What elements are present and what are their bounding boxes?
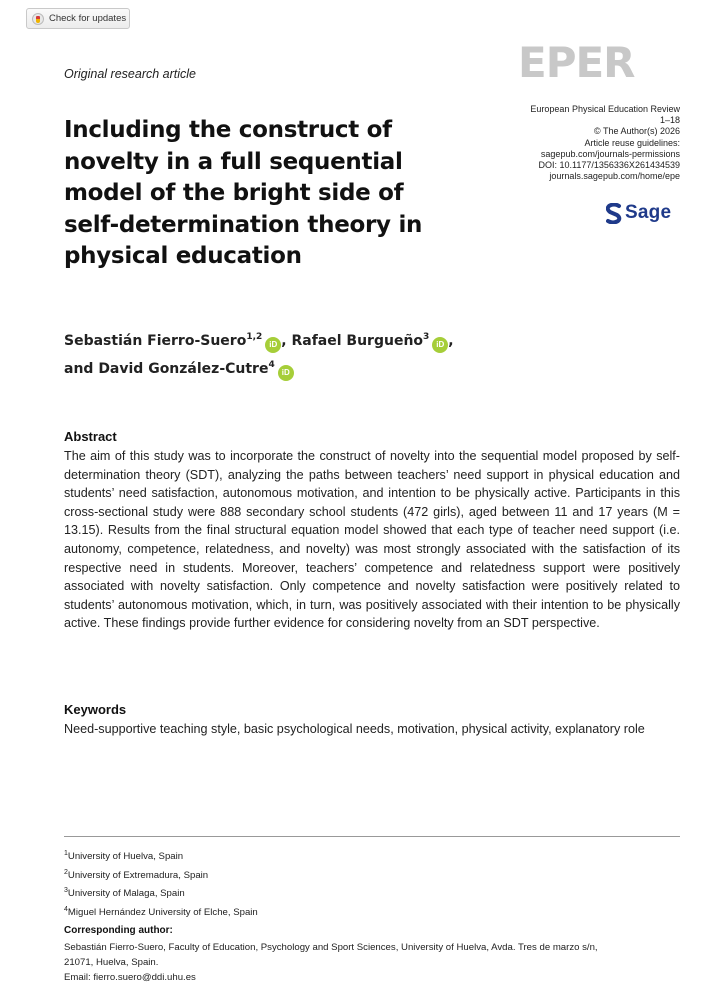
abstract-text: The aim of this study was to incorporate the construct of novelty into the sequential model proposed by self-determination theory (SDT), analyzing the paths between teachers’ need support in physical education and students’ need satisfaction, autonomous motivation, and intention to be physically active. Participants in this cross-sectional study were 888 secondary school students (472 girls), aged between 11 and 17 years (M = 13.15). Results from the final structural equation model showed that each type of teacher need support (i.e. autonomy, competence, relatedness, and novelty) was most strongly associated with the satisfaction of its respective need in students. Moreover, teachers’ competence and relatedness support were positively associated with novelty satisfaction. Only competence and novelty satisfaction were positively related to students’ autonomous motivation, which, in turn, was positively associated with their intention to be physically active. These findings provide further evidence for considering novelty from an SDT perspective. [64, 449, 680, 631]
affiliation-item: $^4$Miguel Hernández University of Elche, Spain [64, 906, 258, 919]
author-name: Sebastián Fierro-Suero [64, 333, 247, 349]
journal-name: European Physical Education Review [530, 104, 680, 114]
author-affiliation-sup: 1,2 [246, 332, 263, 342]
reuse-link[interactable]: sagepub.com/journals-permissions [540, 148, 680, 159]
copyright: © The Author(s) 2026 [593, 126, 680, 137]
corresponding-address-line: Sebastián Fierro-Suero, Faculty of Education, Psychology and Sport Sciences, University of Huelva, Avda. Tres de marzo s/n, [64, 942, 598, 953]
author-name: Rafael Burgueño [291, 333, 424, 349]
journal-logo-text: EPER [518, 38, 635, 87]
sage-s-icon [606, 203, 622, 224]
journal-metadata [480, 104, 680, 182]
orcid-icon[interactable]: iD [265, 337, 281, 353]
keywords-text: Need-supportive teaching style, basic psychological needs, motivation, physical activity, explanatory role [64, 722, 645, 736]
doi[interactable]: DOI: 10.1177/1356336X261434539 [538, 160, 680, 171]
article-type: Original research article [64, 67, 196, 81]
corresponding-address-line: 21071, Huelva, Spain. [64, 957, 159, 968]
corresponding-author [64, 940, 684, 985]
author-list: Sebastián Fierro-Suero$^{1,2}$iD , Rafael Burgueño$^3$iD , and David González-Cutre$^4$iD [64, 325, 664, 381]
check-for-updates-button[interactable] [26, 8, 130, 29]
affiliation-item: $^3$University of Malaga, Spain [64, 887, 185, 900]
page-range: 1–18 [659, 115, 680, 126]
corresponding-author-heading: Corresponding author: [64, 925, 173, 936]
journal-link[interactable]: journals.sagepub.com/home/epe [549, 171, 680, 182]
corresponding-email[interactable]: Email: fierro.suero@ddi.uhu.es [64, 972, 196, 983]
footnote-divider [64, 836, 680, 837]
affiliation-item: $^1$University of Huelva, Spain [64, 850, 184, 863]
orcid-icon[interactable]: iD [278, 365, 294, 381]
abstract-heading: Abstract [64, 429, 117, 444]
reuse-label: Article reuse guidelines: [584, 137, 680, 148]
journal-logo [518, 38, 684, 87]
orcid-icon[interactable]: iD [432, 337, 448, 353]
author-name: David González-Cutre [98, 361, 269, 377]
affiliations [64, 846, 258, 921]
keywords-heading: Keywords [64, 702, 127, 717]
crossmark-icon [32, 13, 44, 25]
paper-title: Including the construct of novelty in a full sequential model of the bright side of self-determination theory in physical education [64, 117, 423, 269]
affiliation-item: $^2$University of Extremadura, Spain [64, 868, 209, 881]
author-affiliation-sup: 4 [268, 360, 275, 370]
author-affiliation-sup: 3 [423, 332, 430, 342]
publisher-logo [606, 201, 682, 225]
publisher-name: Sage [625, 202, 672, 223]
check-for-updates-label: Check for updates [49, 13, 127, 24]
